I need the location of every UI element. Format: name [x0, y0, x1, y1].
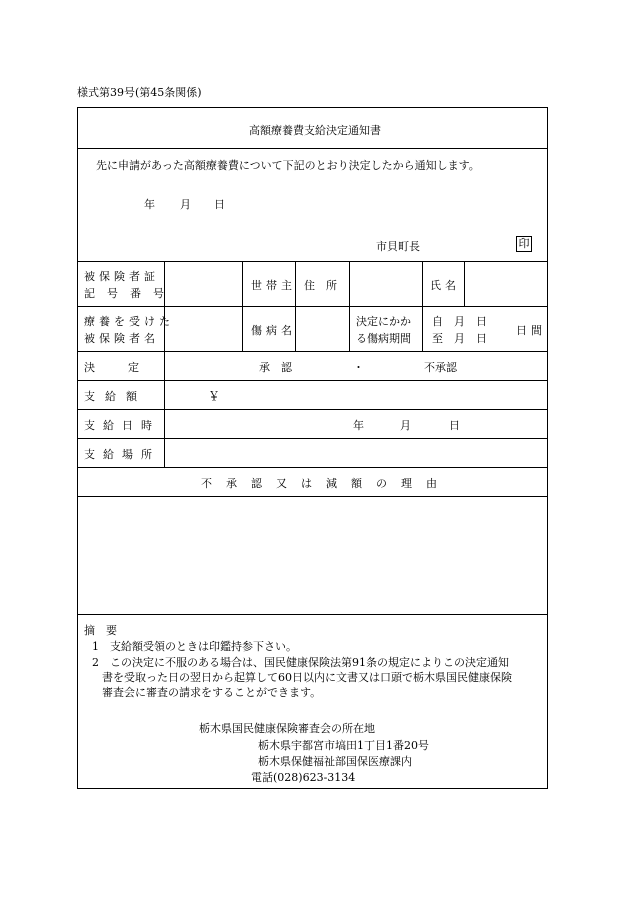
days-label: 日間 — [516, 324, 546, 337]
notes-heading: 摘 要 — [84, 624, 117, 637]
divider — [77, 261, 548, 262]
period-label-2: る傷病期間 — [356, 332, 411, 345]
period-to: 至 月 日 — [432, 332, 487, 345]
issuer: 市貝町長 — [376, 240, 420, 253]
divider — [77, 380, 548, 381]
pay-place-label: 支給場所 — [84, 448, 160, 461]
householder-label: 世帯主 — [251, 279, 296, 292]
note-item-2-line-3: 審査会に審査の請求をすることができます。 — [102, 686, 322, 699]
date-day: 日 — [214, 198, 225, 211]
divider — [77, 306, 548, 307]
divider — [77, 614, 548, 615]
divider — [77, 438, 548, 439]
office-address: 栃木県宇都宮市塙田1丁目1番20号 — [258, 739, 429, 752]
decision-approve: 承 認 — [259, 361, 292, 374]
office-phone: 電話(028)623-3134 — [251, 771, 356, 784]
date-month: 月 — [180, 198, 191, 211]
divider — [464, 261, 465, 306]
office-department: 栃木県保健福祉部国保医療課内 — [258, 755, 412, 768]
decision-separator: ・ — [353, 361, 364, 374]
reason-header: 不承認又は減額の理由 — [201, 477, 451, 490]
divider — [422, 306, 423, 351]
seal-box: 印 — [516, 236, 532, 252]
yen-symbol: ￥ — [208, 389, 221, 403]
pay-date-day: 日 — [449, 419, 460, 432]
note-item-2-line-2: 書を受取った日の翌日から起算して60日以内に文書又は口頭で栃木県国民健康保険 — [102, 671, 512, 684]
divider — [77, 148, 548, 149]
amount-label: 支給額 — [84, 390, 147, 403]
patient-label-1: 療養を受けた — [84, 315, 174, 328]
divider — [77, 496, 548, 497]
form-number: 様式第39号(第45条関係) — [77, 86, 202, 99]
decision-label: 決 定 — [84, 361, 139, 374]
office-name: 栃木県国民健康保険審査会の所在地 — [199, 722, 375, 735]
date-year: 年 — [144, 198, 155, 211]
divider — [77, 351, 548, 352]
name-label: 氏名 — [430, 279, 460, 292]
insured-card-label-2: 記号番号 — [84, 287, 176, 300]
divider — [422, 261, 423, 306]
divider — [349, 261, 350, 351]
injury-label: 傷病名 — [251, 324, 296, 337]
pay-date-year: 年 — [353, 419, 364, 432]
insured-card-label-1: 被保険者証 — [84, 270, 159, 283]
pay-date-label: 支給日時 — [84, 419, 160, 432]
divider — [77, 467, 548, 468]
divider — [77, 409, 548, 410]
divider — [242, 261, 243, 351]
period-label-1: 決定にかか — [356, 315, 411, 328]
note-item-1: 1 支給額受領のときは印鑑持参下さい。 — [92, 640, 297, 653]
pay-date-month: 月 — [400, 419, 411, 432]
decision-reject: 不承認 — [424, 361, 457, 374]
document-title: 高額療養費支給決定通知書 — [249, 124, 381, 137]
patient-label-2: 被保険者名 — [84, 332, 159, 345]
intro-text: 先に申請があった高額療養費について下記のとおり決定したから通知します。 — [96, 159, 480, 172]
address-label: 住 所 — [304, 279, 337, 292]
note-item-2-line-1: 2 この決定に不服のある場合は、国民健康保険法第91条の規定によりこの決定通知 — [92, 656, 509, 669]
period-from: 自 月 日 — [432, 315, 487, 328]
